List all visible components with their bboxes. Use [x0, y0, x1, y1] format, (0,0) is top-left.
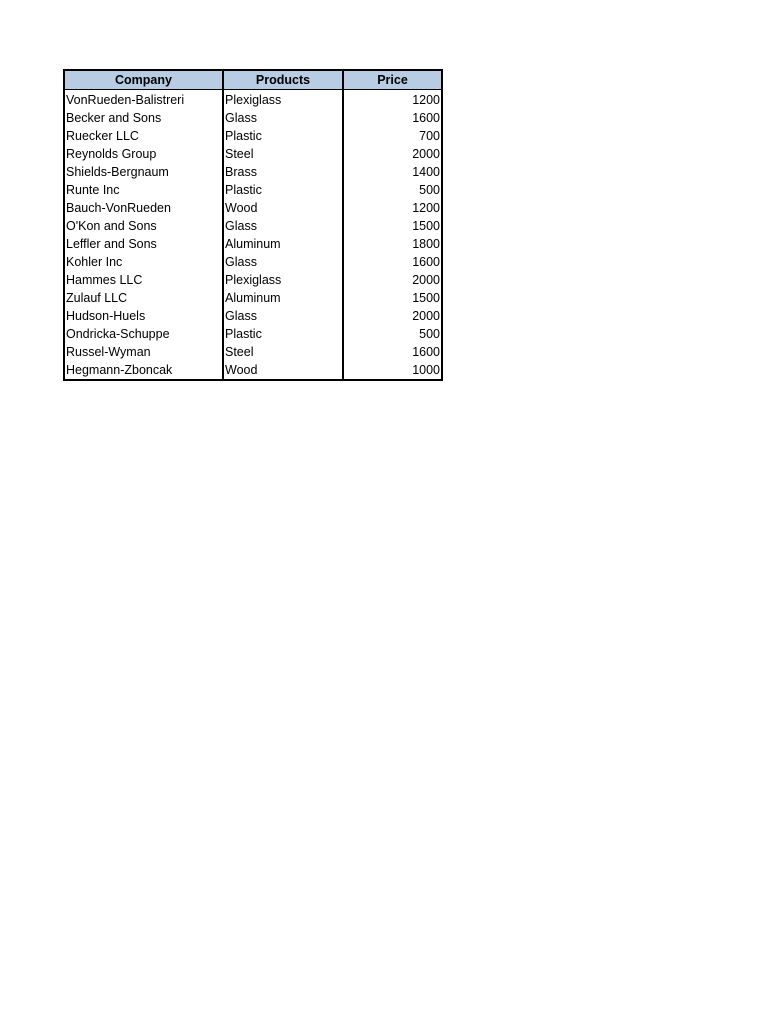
- table-row: [64, 361, 442, 380]
- product-cell[interactable]: Wood: [223, 199, 343, 217]
- company-cell[interactable]: Becker and Sons: [66, 111, 162, 125]
- product-cell[interactable]: Aluminum: [223, 235, 343, 253]
- price-cell[interactable]: 1000: [343, 361, 442, 380]
- table-row: [64, 163, 442, 181]
- price-cell[interactable]: 1600: [343, 253, 442, 271]
- product-cell[interactable]: Steel: [223, 343, 343, 361]
- company-cell[interactable]: Zulauf LLC: [66, 291, 128, 305]
- company-cell[interactable]: Russel-Wyman: [66, 345, 151, 359]
- company-cell[interactable]: Ruecker LLC: [66, 129, 139, 143]
- company-cell[interactable]: VonRueden-Balistreri: [66, 93, 185, 107]
- table-header: [64, 70, 442, 90]
- table-row: [64, 90, 442, 110]
- table-body: [64, 90, 442, 381]
- company-cell[interactable]: Ondricka-Schuppe: [66, 327, 170, 341]
- company-cell[interactable]: Kohler Inc: [66, 255, 123, 269]
- product-cell[interactable]: Glass: [223, 253, 343, 271]
- product-cell[interactable]: Plexiglass: [223, 271, 343, 289]
- table-row: [64, 145, 442, 163]
- table-row: [64, 235, 442, 253]
- table-row: [64, 289, 442, 307]
- price-cell[interactable]: 1800: [343, 235, 442, 253]
- price-cell[interactable]: 1500: [343, 289, 442, 307]
- company-cell[interactable]: Shields-Bergnaum: [66, 165, 169, 179]
- price-cell[interactable]: 2000: [343, 271, 442, 289]
- company-cell[interactable]: Hudson-Huels: [66, 309, 146, 323]
- column-header-products[interactable]: Products: [223, 70, 343, 90]
- company-cell[interactable]: O'Kon and Sons: [66, 219, 157, 233]
- product-cell[interactable]: Glass: [223, 217, 343, 235]
- product-cell[interactable]: Wood: [223, 361, 343, 380]
- table-row: [64, 127, 442, 145]
- product-cell[interactable]: Glass: [223, 307, 343, 325]
- product-cell[interactable]: Steel: [223, 145, 343, 163]
- table-row: [64, 271, 442, 289]
- price-cell[interactable]: 1200: [343, 90, 442, 110]
- product-cell[interactable]: Aluminum: [223, 289, 343, 307]
- product-cell[interactable]: Plexiglass: [223, 90, 343, 110]
- price-cell[interactable]: 700: [343, 127, 442, 145]
- company-cell[interactable]: Reynolds Group: [66, 147, 157, 161]
- table-row: [64, 325, 442, 343]
- spreadsheet-area: [63, 69, 443, 381]
- product-cell[interactable]: Plastic: [223, 127, 343, 145]
- company-cell[interactable]: Runte Inc: [66, 183, 120, 197]
- price-cell[interactable]: 1600: [343, 343, 442, 361]
- company-cell[interactable]: Leffler and Sons: [66, 237, 157, 251]
- price-cell[interactable]: 2000: [343, 307, 442, 325]
- price-cell[interactable]: 1600: [343, 109, 442, 127]
- table-row: [64, 343, 442, 361]
- table-row: [64, 109, 442, 127]
- price-cell[interactable]: 500: [343, 325, 442, 343]
- price-cell[interactable]: 500: [343, 181, 442, 199]
- data-table: [63, 69, 443, 381]
- product-cell[interactable]: Brass: [223, 163, 343, 181]
- company-cell[interactable]: Hammes LLC: [66, 273, 143, 287]
- product-cell[interactable]: Plastic: [223, 181, 343, 199]
- header-row: [64, 70, 442, 90]
- price-cell[interactable]: 1400: [343, 163, 442, 181]
- product-cell[interactable]: Glass: [223, 109, 343, 127]
- column-header-company[interactable]: Company: [64, 70, 223, 90]
- table-row: [64, 307, 442, 325]
- company-cell[interactable]: Bauch-VonRueden: [66, 201, 171, 215]
- table-row: [64, 217, 442, 235]
- table-row: [64, 199, 442, 217]
- company-cell[interactable]: Hegmann-Zboncak: [66, 363, 173, 377]
- table-row: [64, 181, 442, 199]
- price-cell[interactable]: 1500: [343, 217, 442, 235]
- price-cell[interactable]: 2000: [343, 145, 442, 163]
- price-cell[interactable]: 1200: [343, 199, 442, 217]
- column-header-price[interactable]: Price: [343, 70, 442, 90]
- table-row: [64, 253, 442, 271]
- product-cell[interactable]: Plastic: [223, 325, 343, 343]
